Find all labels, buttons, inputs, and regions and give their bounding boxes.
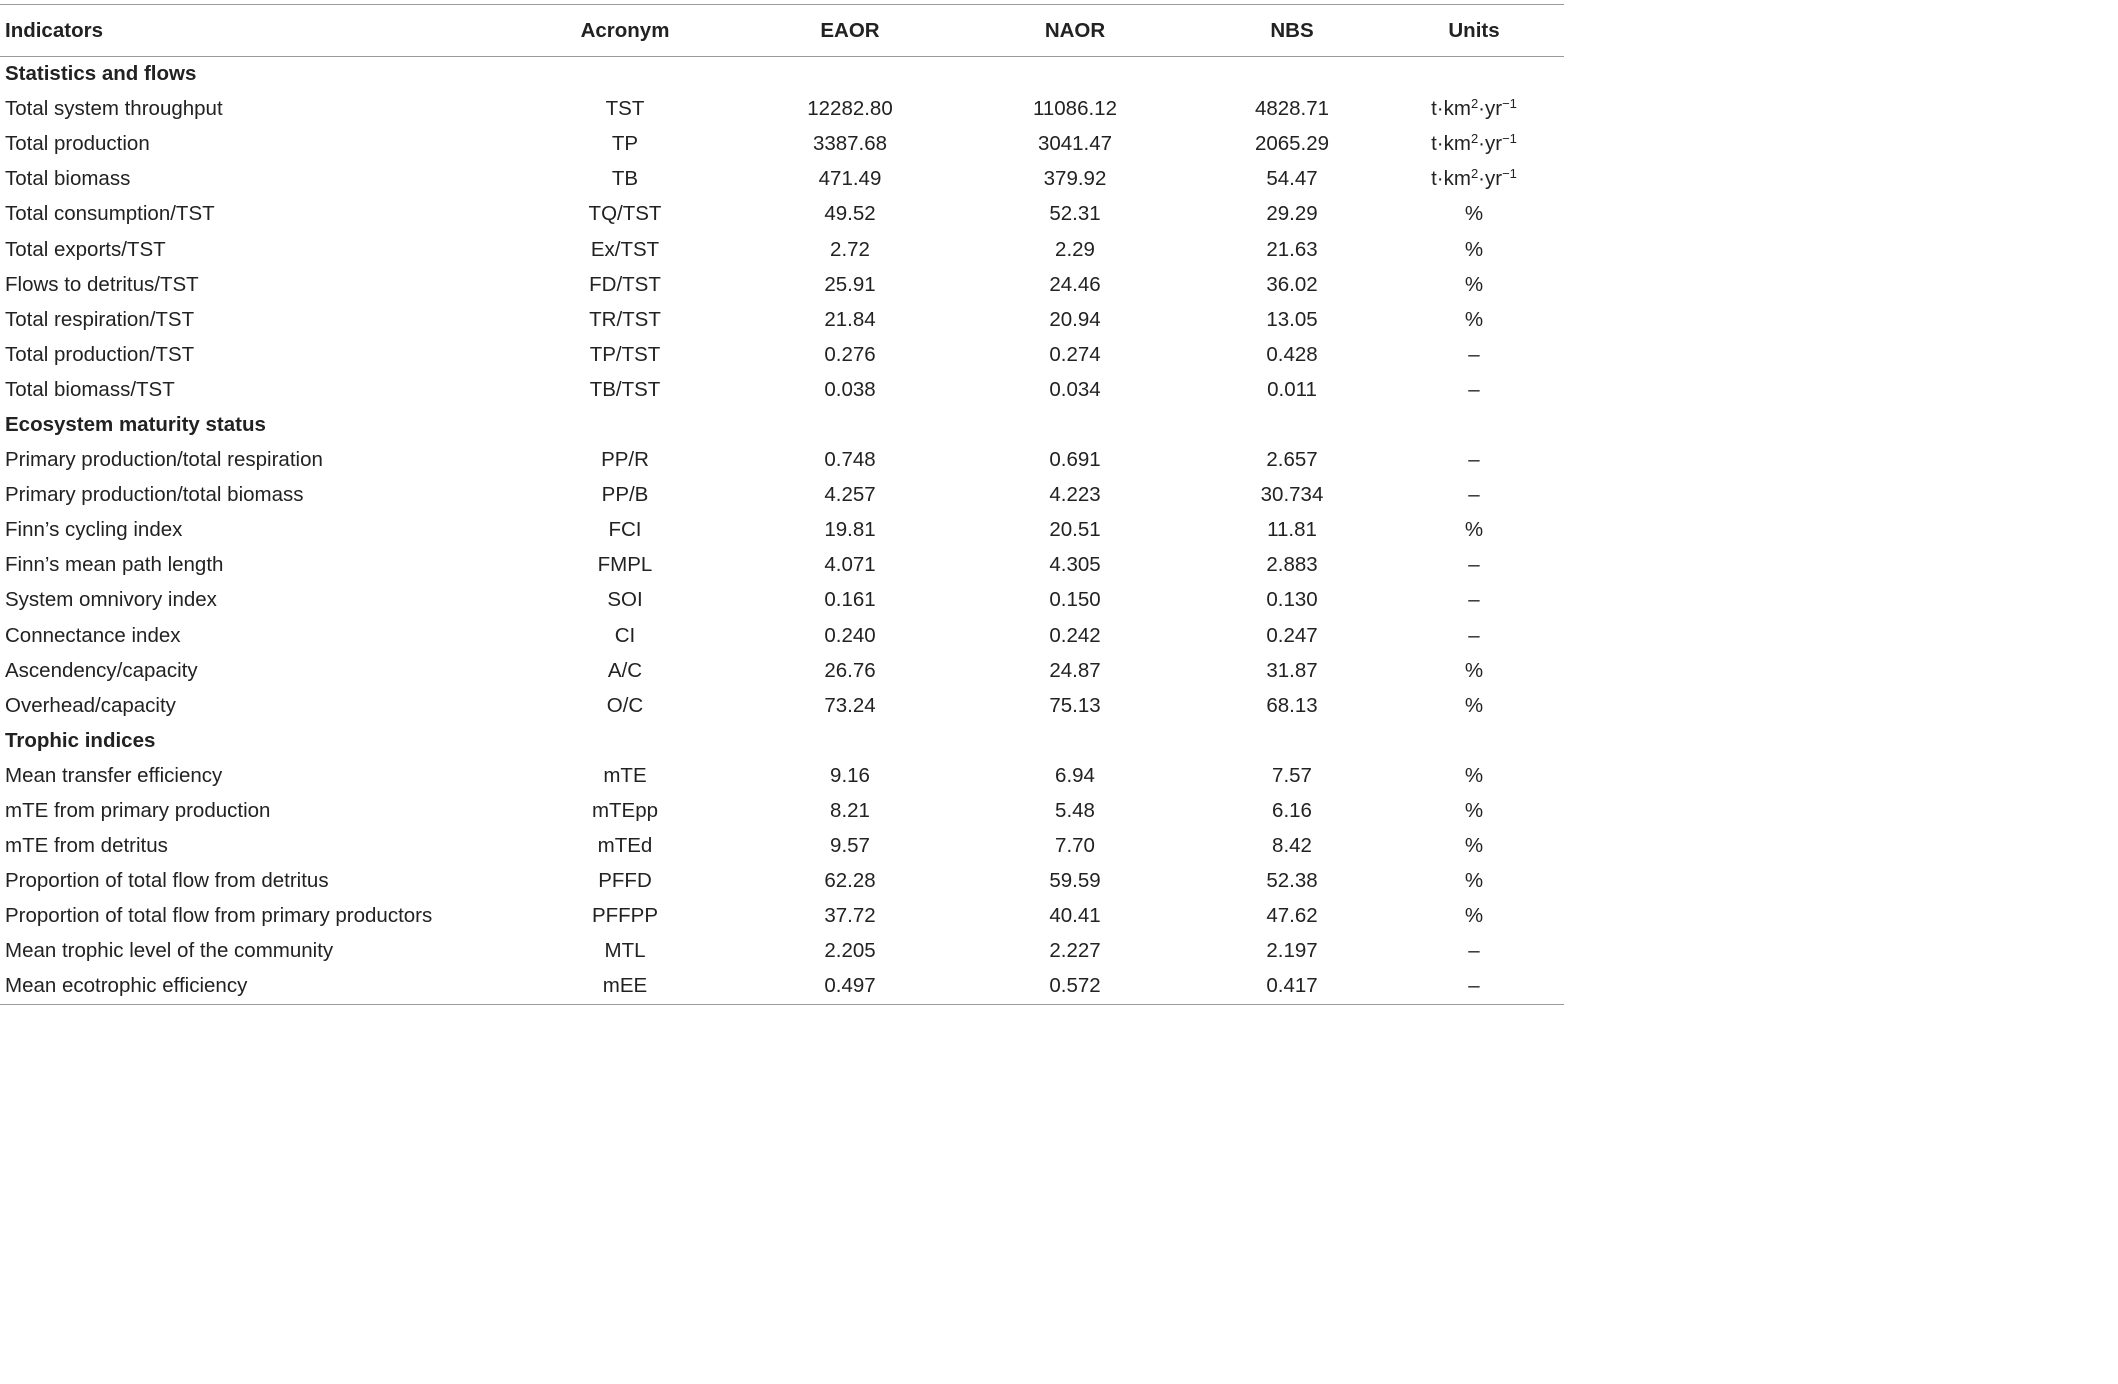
naor-cell: 379.92 bbox=[1043, 167, 1107, 191]
acronym-cell: PFFD bbox=[598, 869, 652, 893]
header-indicators: Indicators bbox=[0, 5, 500, 57]
units-cell: % bbox=[1464, 272, 1484, 296]
nbs-cell: 0.011 bbox=[1267, 377, 1317, 401]
table-row bbox=[0, 372, 1564, 407]
eaor-cell: 0.497 bbox=[750, 969, 950, 1004]
acronym-cell: TST bbox=[605, 97, 645, 121]
table-row bbox=[0, 302, 1564, 337]
acronym-cell: mTEpp bbox=[591, 799, 659, 823]
units-cell: % bbox=[1464, 763, 1484, 787]
units-cell: – bbox=[1468, 939, 1480, 963]
units-cell: % bbox=[1464, 658, 1484, 682]
table-row bbox=[0, 934, 1564, 969]
units-cell: $t\cdot km^2\cdot yr^{-1}$ bbox=[1431, 131, 1517, 156]
table-row bbox=[0, 127, 1564, 162]
naor-cell: 75.13 bbox=[1049, 693, 1101, 717]
units-cell: – bbox=[1468, 377, 1480, 401]
acronym-cell: MTL bbox=[604, 939, 646, 963]
indicator-cell: Total consumption/TST bbox=[5, 202, 215, 226]
acronym-cell: FCI bbox=[608, 518, 642, 542]
indicator-cell: Primary production/total respiration bbox=[5, 448, 323, 472]
nbs-cell: 6.16 bbox=[1272, 799, 1312, 823]
naor-cell: 24.46 bbox=[1049, 272, 1101, 296]
indicator-cell: Primary production/total biomass bbox=[5, 483, 304, 507]
naor-cell: 0.572 bbox=[950, 969, 1200, 1004]
naor-cell: 5.48 bbox=[1055, 799, 1095, 823]
eaor-cell: 12282.80 bbox=[807, 97, 893, 121]
indicator-cell: System omnivory index bbox=[5, 588, 217, 612]
acronym-cell: mTE bbox=[603, 763, 647, 787]
header-units: Units bbox=[1384, 5, 1564, 57]
eaor-cell: 8.21 bbox=[830, 799, 870, 823]
table-row bbox=[0, 197, 1564, 232]
nbs-cell: 29.29 bbox=[1266, 202, 1318, 226]
eaor-cell: 0.038 bbox=[824, 377, 876, 401]
eaor-cell: 471.49 bbox=[818, 167, 882, 191]
indicator-cell: Total production/TST bbox=[5, 342, 195, 366]
indicator-cell: Total biomass/TST bbox=[5, 377, 175, 401]
naor-cell: 6.94 bbox=[1055, 763, 1095, 787]
header-eaor: EAOR bbox=[750, 5, 950, 57]
units-cell: – bbox=[1468, 553, 1480, 577]
table-row bbox=[0, 618, 1564, 653]
nbs-cell: 21.63 bbox=[1266, 237, 1318, 261]
naor-cell: 20.94 bbox=[1049, 307, 1101, 331]
nbs-cell: 11.81 bbox=[1267, 518, 1317, 542]
acronym-cell: A/C bbox=[607, 658, 643, 682]
nbs-cell: 2.197 bbox=[1266, 939, 1318, 963]
header-nbs: NBS bbox=[1200, 5, 1384, 57]
units-cell: $t\cdot km^2\cdot yr^{-1}$ bbox=[1431, 166, 1517, 191]
indicator-cell: Overhead/capacity bbox=[5, 693, 176, 717]
acronym-cell: TR/TST bbox=[589, 307, 661, 331]
table-row bbox=[0, 162, 1564, 197]
nbs-cell: 13.05 bbox=[1266, 307, 1318, 331]
section-header-row bbox=[0, 407, 1564, 442]
eaor-cell: 2.72 bbox=[830, 237, 870, 261]
nbs-cell: 47.62 bbox=[1266, 904, 1318, 928]
eaor-cell: 9.57 bbox=[830, 834, 870, 858]
nbs-cell: 4828.71 bbox=[1254, 97, 1330, 121]
section-title: Statistics and flows bbox=[5, 62, 197, 86]
naor-cell: 24.87 bbox=[1049, 658, 1101, 682]
section-header-row bbox=[0, 723, 1564, 758]
header-naor: NAOR bbox=[950, 5, 1200, 57]
naor-cell: 20.51 bbox=[1049, 518, 1101, 542]
header-acronym: Acronym bbox=[500, 5, 750, 57]
acronym-cell: SOI bbox=[607, 588, 643, 612]
acronym-cell: Ex/TST bbox=[590, 237, 660, 261]
units-cell: – bbox=[1468, 588, 1480, 612]
eaor-cell: 0.240 bbox=[824, 623, 876, 647]
table-row bbox=[0, 232, 1564, 267]
table-row bbox=[0, 478, 1564, 513]
table-row bbox=[0, 267, 1564, 302]
table-row bbox=[0, 513, 1564, 548]
naor-cell: 3041.47 bbox=[1037, 132, 1113, 156]
naor-cell: 11086.12 bbox=[1033, 97, 1117, 121]
units-cell: % bbox=[1464, 307, 1484, 331]
acronym-cell: TP bbox=[611, 132, 639, 156]
indicator-cell: Mean transfer efficiency bbox=[5, 763, 223, 787]
indicator-cell: Total system throughput bbox=[5, 97, 223, 121]
indicator-cell: mTE from detritus bbox=[5, 834, 168, 858]
units-cell: % bbox=[1464, 869, 1484, 893]
units-cell: % bbox=[1464, 834, 1484, 858]
eaor-cell: 62.28 bbox=[824, 869, 876, 893]
nbs-cell: 31.87 bbox=[1266, 658, 1318, 682]
nbs-cell: 52.38 bbox=[1266, 869, 1318, 893]
eaor-cell: 9.16 bbox=[830, 763, 870, 787]
header-row bbox=[0, 5, 1564, 57]
acronym-cell: PP/B bbox=[601, 483, 649, 507]
indicator-cell: Connectance index bbox=[5, 623, 181, 647]
eaor-cell: 0.161 bbox=[824, 588, 876, 612]
indicator-cell: Total exports/TST bbox=[5, 237, 166, 261]
indicator-cell: Total respiration/TST bbox=[5, 307, 195, 331]
naor-cell: 0.150 bbox=[1049, 588, 1101, 612]
naor-cell: 4.223 bbox=[1049, 483, 1101, 507]
units-cell: – bbox=[1468, 483, 1480, 507]
table-row bbox=[0, 864, 1564, 899]
table-row bbox=[0, 92, 1564, 127]
table-row bbox=[0, 337, 1564, 372]
eaor-cell: 4.071 bbox=[824, 553, 876, 577]
acronym-cell: mEE bbox=[500, 969, 750, 1004]
table-row bbox=[0, 653, 1564, 688]
nbs-cell: 2.657 bbox=[1266, 448, 1318, 472]
nbs-cell: 0.130 bbox=[1266, 588, 1318, 612]
nbs-cell: 7.57 bbox=[1272, 763, 1312, 787]
eaor-cell: 2.205 bbox=[824, 939, 876, 963]
indicator-cell: Ascendency/capacity bbox=[5, 658, 198, 682]
table-header bbox=[0, 5, 1564, 57]
nbs-cell: 30.734 bbox=[1260, 483, 1324, 507]
eaor-cell: 26.76 bbox=[824, 658, 876, 682]
indicator-cell: Finn’s mean path length bbox=[5, 553, 224, 577]
acronym-cell: O/C bbox=[606, 693, 644, 717]
nbs-cell: 0.428 bbox=[1266, 342, 1318, 366]
acronym-cell: PP/R bbox=[601, 448, 649, 472]
units-cell: – bbox=[1468, 623, 1480, 647]
naor-cell: 0.242 bbox=[1049, 623, 1101, 647]
acronym-cell: mTEd bbox=[597, 834, 653, 858]
table-body bbox=[0, 57, 1564, 1005]
units-cell: – bbox=[1468, 448, 1480, 472]
nbs-cell: 0.417 bbox=[1200, 969, 1384, 1004]
naor-cell: 52.31 bbox=[1049, 202, 1101, 226]
naor-cell: 0.691 bbox=[1049, 448, 1101, 472]
table-row bbox=[0, 969, 1564, 1004]
table-row bbox=[0, 583, 1564, 618]
indicator-cell: Proportion of total flow from primary productors bbox=[5, 904, 433, 928]
naor-cell: 2.29 bbox=[1055, 237, 1095, 261]
units-cell: % bbox=[1464, 202, 1484, 226]
nbs-cell: 0.247 bbox=[1266, 623, 1318, 647]
table-row bbox=[0, 899, 1564, 934]
indicator-cell: Proportion of total flow from detritus bbox=[5, 869, 329, 893]
eaor-cell: 37.72 bbox=[824, 904, 876, 928]
units-cell: % bbox=[1464, 904, 1484, 928]
indicator-cell: Finn’s cycling index bbox=[5, 518, 183, 542]
naor-cell: 59.59 bbox=[1049, 869, 1101, 893]
units-cell: % bbox=[1464, 799, 1484, 823]
units-cell: % bbox=[1464, 518, 1484, 542]
indicator-cell: Total biomass bbox=[5, 167, 131, 191]
eaor-cell: 3387.68 bbox=[812, 132, 888, 156]
acronym-cell: FD/TST bbox=[589, 272, 661, 296]
units-cell: % bbox=[1464, 237, 1484, 261]
nbs-cell: 68.13 bbox=[1266, 693, 1318, 717]
indicator-cell: Total production bbox=[5, 132, 150, 156]
naor-cell: 0.034 bbox=[1049, 377, 1101, 401]
eaor-cell: 19.81 bbox=[824, 518, 876, 542]
indicator-cell: Mean ecotrophic efficiency bbox=[0, 969, 500, 1004]
units-cell: % bbox=[1464, 693, 1484, 717]
acronym-cell: FMPL bbox=[597, 553, 653, 577]
naor-cell: 4.305 bbox=[1049, 553, 1101, 577]
naor-cell: 40.41 bbox=[1049, 904, 1101, 928]
table-row bbox=[0, 443, 1564, 478]
eaor-cell: 49.52 bbox=[824, 202, 876, 226]
acronym-cell: TB/TST bbox=[589, 377, 661, 401]
units-cell: – bbox=[1384, 969, 1564, 1004]
table-row bbox=[0, 793, 1564, 828]
nbs-cell: 54.47 bbox=[1266, 167, 1318, 191]
indicator-cell: mTE from primary production bbox=[5, 799, 271, 823]
units-cell: – bbox=[1468, 342, 1480, 366]
eaor-cell: 0.748 bbox=[824, 448, 876, 472]
eaor-cell: 73.24 bbox=[824, 693, 876, 717]
indicators-table bbox=[0, 4, 1564, 1005]
naor-cell: 0.274 bbox=[1049, 342, 1101, 366]
nbs-cell: 2065.29 bbox=[1254, 132, 1330, 156]
nbs-cell: 36.02 bbox=[1266, 272, 1318, 296]
table-row bbox=[0, 829, 1564, 864]
section-header-row bbox=[0, 57, 1564, 92]
eaor-cell: 4.257 bbox=[824, 483, 876, 507]
nbs-cell: 2.883 bbox=[1266, 553, 1318, 577]
section-title: Ecosystem maturity status bbox=[5, 412, 266, 436]
acronym-cell: TB bbox=[611, 167, 639, 191]
acronym-cell: PFFPP bbox=[591, 904, 659, 928]
table-row bbox=[0, 688, 1564, 723]
naor-cell: 7.70 bbox=[1055, 834, 1095, 858]
acronym-cell: CI bbox=[614, 623, 636, 647]
section-title: Trophic indices bbox=[5, 728, 156, 752]
eaor-cell: 0.276 bbox=[824, 342, 876, 366]
acronym-cell: TQ/TST bbox=[588, 202, 662, 226]
eaor-cell: 21.84 bbox=[824, 307, 876, 331]
table-row bbox=[0, 758, 1564, 793]
table-row bbox=[0, 548, 1564, 583]
indicator-cell: Flows to detritus/TST bbox=[5, 272, 199, 296]
eaor-cell: 25.91 bbox=[824, 272, 876, 296]
nbs-cell: 8.42 bbox=[1272, 834, 1312, 858]
naor-cell: 2.227 bbox=[1049, 939, 1101, 963]
units-cell: $t\cdot km^2\cdot yr^{-1}$ bbox=[1431, 96, 1517, 121]
indicator-cell: Mean trophic level of the community bbox=[5, 939, 334, 963]
acronym-cell: TP/TST bbox=[589, 342, 661, 366]
